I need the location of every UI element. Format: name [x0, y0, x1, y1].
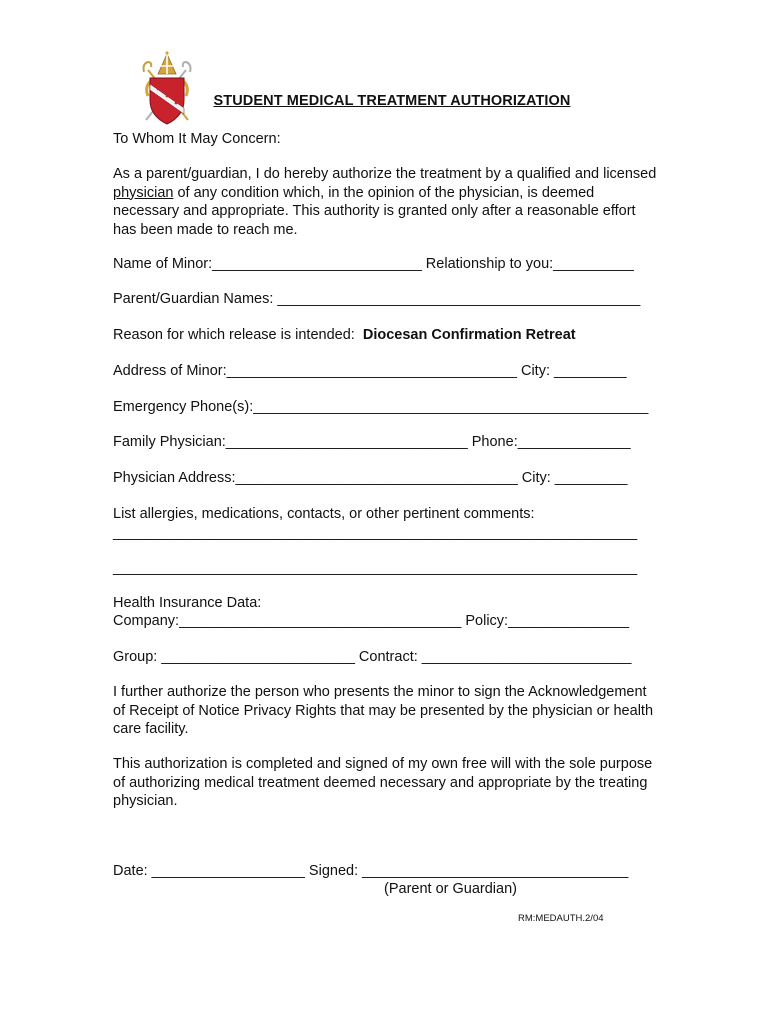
reason-line	[113, 326, 576, 344]
form-title: STUDENT MEDICAL TREATMENT AUTHORIZATION	[213, 93, 571, 109]
name-of-minor-field[interactable]: Name of Minor:__________________________ Relationship to you:__________	[113, 256, 634, 272]
intro-text-1: As a parent/guardian, I do hereby authorize the treatment by a qualified and licensed	[113, 166, 657, 182]
intro-physician-word: physician	[113, 184, 174, 201]
reason-value: Diocesan Confirmation Retreat	[362, 327, 576, 343]
allergies-blank-line-1[interactable]: _________________________________________________________________	[113, 525, 638, 541]
diocese-crest-logo	[138, 50, 196, 128]
reason-label: Reason for which release is intended:	[113, 327, 363, 343]
address-of-minor-field[interactable]: Address of Minor:____________________________________ City: _________	[113, 363, 627, 379]
family-physician-field[interactable]: Family Physician:______________________________ Phone:______________	[113, 434, 631, 450]
physician-address-field[interactable]: Physician Address:___________________________________ City: _________	[113, 470, 628, 486]
intro-text-2: of any condition which, in the opinion of the physician, is deemed necessary and appropriate. This authority is granted only after a reasonable effort has been made to reach me.	[113, 184, 636, 238]
emergency-phone-field[interactable]: Emergency Phone(s):_________________________________________________	[113, 399, 649, 415]
free-will-paragraph: This authorization is completed and signed of my own free will with the sole purpose of authorizing medical treatment deemed necessary and appropriate by the treating physician.	[113, 756, 653, 809]
group-contract-field[interactable]: Group: ________________________ Contract: __________________________	[113, 649, 632, 665]
parent-guardian-names-field[interactable]: Parent/Guardian Names: _____________________________________________	[113, 291, 641, 307]
date-signature-field[interactable]: Date: ___________________ Signed: _________________________________	[113, 863, 629, 879]
allergies-label: List allergies, medications, contacts, or other pertinent comments:	[113, 506, 535, 522]
form-code: RM:MEDAUTH.2/04	[518, 913, 604, 924]
further-authorize-paragraph: I further authorize the person who presents the minor to sign the Acknowledgement of Receipt of Notice Privacy Rights that may be presented by the physician or health care facility.	[113, 684, 654, 737]
insurance-company-field[interactable]: Company:___________________________________ Policy:_______________	[113, 613, 630, 629]
intro-paragraph	[113, 165, 658, 239]
salutation: To Whom It May Concern:	[113, 131, 281, 147]
insurance-heading: Health Insurance Data:	[113, 595, 262, 611]
allergies-blank-line-2[interactable]: _________________________________________________________________	[113, 560, 638, 576]
signature-caption: (Parent or Guardian)	[384, 881, 517, 897]
